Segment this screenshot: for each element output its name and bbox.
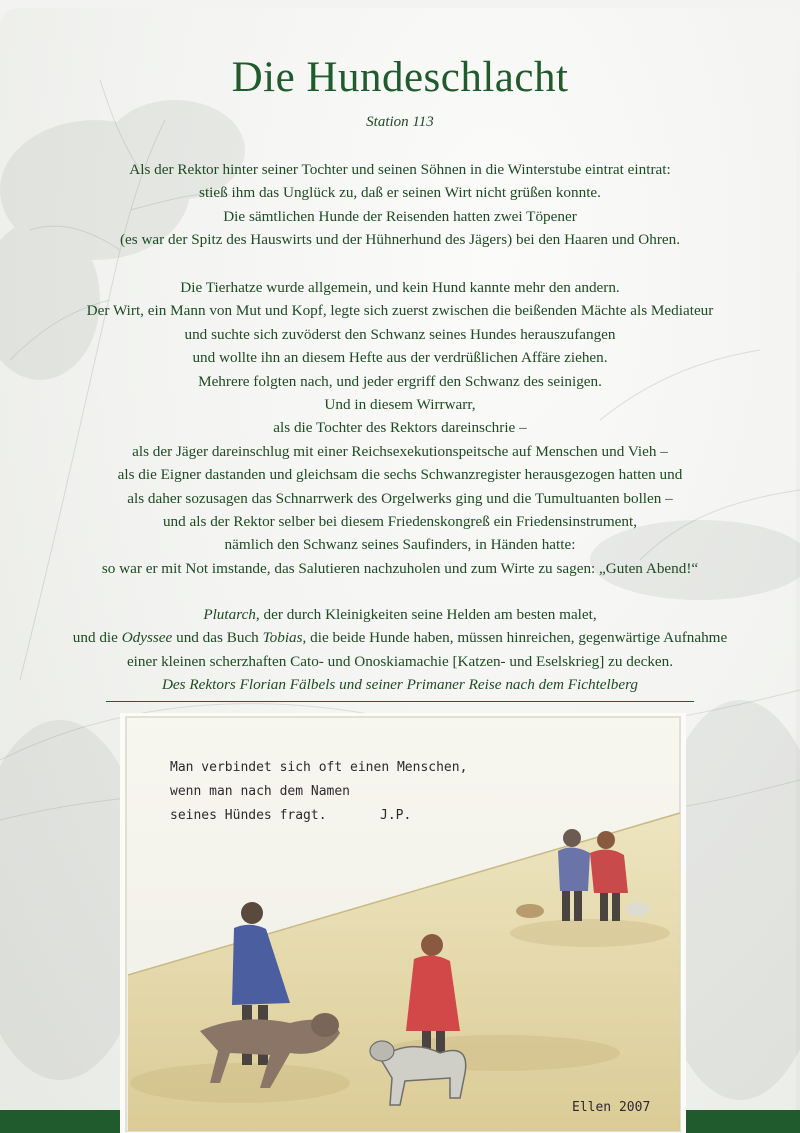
watercolor-illustration bbox=[120, 713, 686, 1133]
divider-rule bbox=[106, 701, 694, 702]
source-citation: Des Rektors Florian Fälbels und seiner Primaner Reise nach dem Fichtelberg bbox=[161, 676, 639, 694]
text-fragment: und die bbox=[72, 629, 122, 647]
text-line bbox=[40, 626, 760, 649]
text-line: (es war der Spitz des Hauswirts und der Hühnerhund des Jägers) bei den Haaren und Ohren. bbox=[119, 231, 681, 249]
text-fragment: , die beide Hunde haben, müssen hinreichen, gegenwärtige Aufnahme bbox=[302, 629, 728, 647]
footer-bar-left bbox=[0, 1110, 120, 1133]
text-fragment: , der durch Kleinigkeiten seine Helden am besten malet, bbox=[255, 606, 597, 623]
text-line: Der Wirt, ein Mann von Mut und Kopf, legte sich zuerst zwischen die beißenden Mächte als Mediateur bbox=[86, 302, 714, 320]
text-line: und suchte sich zuvöderst den Schwanz seines Hundes herauszufangen bbox=[184, 325, 616, 343]
text-line: als der Jäger dareinschlug mit einer Reichsexekutionspeitsche auf Menschen und Vieh – bbox=[132, 442, 668, 460]
text-line: Und in diesem Wirrwarr, bbox=[324, 396, 476, 414]
station-label: Station 113 bbox=[366, 114, 434, 130]
quote-line-3: seines Hündes fragt. bbox=[170, 808, 327, 823]
text-line: stieß ihm das Unglück zu, daß er seinen Wirt nicht grüßen konnte. bbox=[199, 184, 601, 202]
paragraph-3 bbox=[40, 603, 760, 697]
text-line: und als der Rektor selber bei diesem Friedenskongreß ein Friedensinstrument, bbox=[162, 513, 638, 531]
illustration-drawing bbox=[120, 713, 686, 1133]
plutarch-name: Plutarch bbox=[203, 606, 256, 623]
text-line: Mehrere folgten nach, und jeder ergriff den Schwanz des seinigen. bbox=[198, 372, 602, 390]
quote-line-2: wenn man nach dem Namen bbox=[170, 784, 351, 799]
text-line: als die Tochter des Rektors dareinschrie – bbox=[273, 419, 527, 437]
text-line: Die Tierhatze wurde allgemein, und kein Hund kannte mehr den andern. bbox=[180, 279, 620, 296]
text-line: so war er mit Not imstande, das Salutieren nachzuholen und zum Wirte zu sagen: „Guten Abend!“ bbox=[101, 559, 699, 577]
text-line: als daher sozusagen das Schnarrwerk des Orgelwerks ging und die Tumultuanten bollen – bbox=[127, 489, 673, 507]
quote-initials: J.P. bbox=[380, 808, 412, 823]
text-fragment: und das Buch bbox=[172, 629, 263, 647]
text-line: als die Eigner dastanden und gleichsam die sechs Schwanzregister herausgezogen hatten und bbox=[117, 466, 683, 484]
text-line: Die sämtlichen Hunde der Reisenden hatten zwei Töpener bbox=[223, 207, 577, 225]
tobias-title: Tobias bbox=[262, 629, 303, 647]
text-line: und wollte ihn an diesem Hefte aus der verdrüßlichen Affäre ziehen. bbox=[192, 349, 608, 367]
text-line: nämlich den Schwanz seines Saufinders, in Händen hatte: bbox=[224, 536, 576, 554]
footer-bar-right bbox=[686, 1110, 800, 1133]
page-title: Die Hundeschlacht bbox=[231, 54, 569, 101]
text-line: einer kleinen scherzhaften Cato- und Onoskiamachie [Katzen- und Eselskrieg] zu decken. bbox=[126, 652, 674, 670]
paragraph-2 bbox=[40, 276, 760, 580]
paragraph-1 bbox=[40, 158, 760, 252]
odyssee-title: Odyssee bbox=[121, 629, 173, 647]
text-line bbox=[40, 603, 760, 626]
text-line: Als der Rektor hinter seiner Tochter und seinen Söhnen in die Winterstube eintrat eintrat: bbox=[129, 161, 671, 178]
painting-signature: Ellen 2007 bbox=[572, 1100, 651, 1115]
quote-line-1: Man verbindet sich oft einen Menschen, bbox=[170, 760, 468, 775]
